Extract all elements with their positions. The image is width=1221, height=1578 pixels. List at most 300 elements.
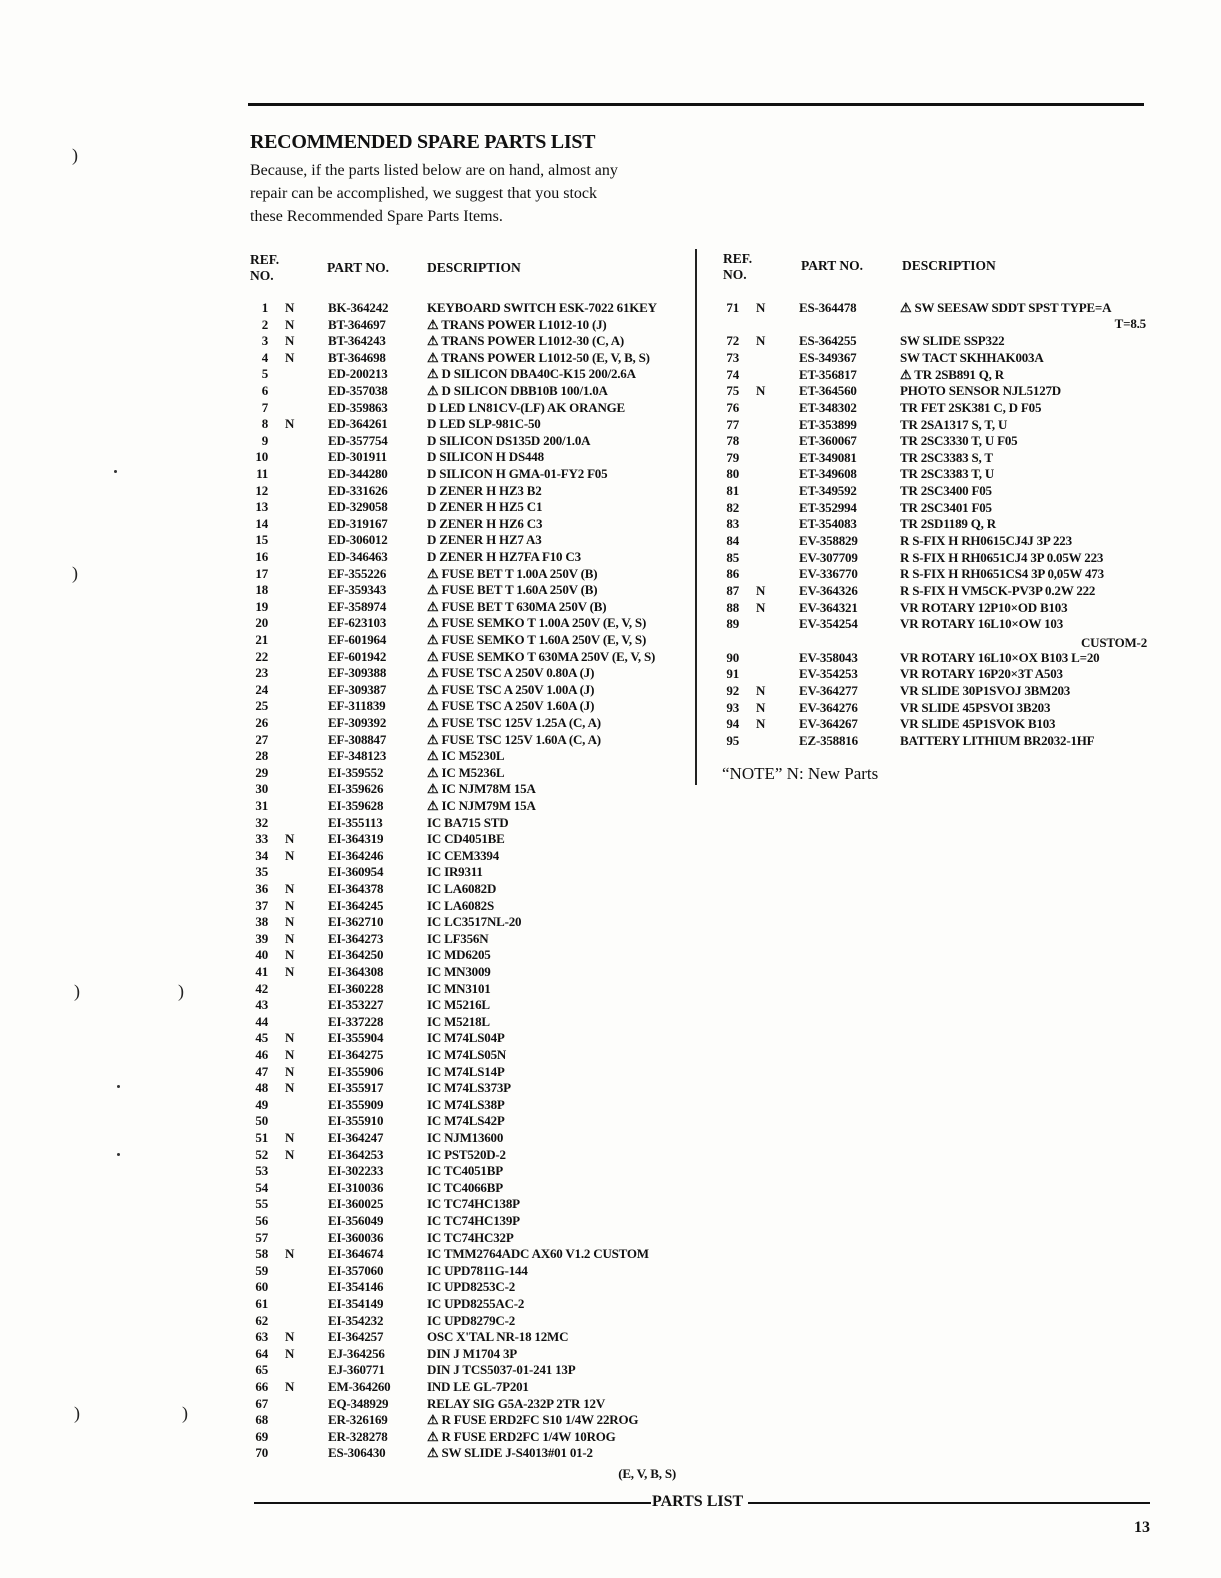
part-number: EV-358043 — [799, 649, 858, 665]
part-description: ⚠ R FUSE ERD2FC 1/4W 10ROG — [427, 1428, 616, 1444]
part-number: EF-309387 — [328, 681, 387, 697]
ref-number: 17 — [255, 565, 268, 581]
ref-number: 19 — [255, 598, 268, 614]
part-description: IC M74LS38P — [427, 1096, 505, 1112]
part-description: IC TC74HC138P — [427, 1196, 520, 1212]
part-number: EI-355113 — [328, 814, 383, 830]
part-number: EI-364246 — [328, 847, 384, 863]
ref-label: REF. — [723, 251, 753, 266]
new-part-flag: N — [756, 300, 766, 315]
part-description: ⚠ SW SLIDE J-S4013#01 01-2 — [427, 1445, 593, 1461]
scan-speck — [117, 1085, 120, 1088]
ref-number: 81 — [726, 483, 739, 499]
ref-number: 75 — [726, 383, 739, 399]
part-description: ⚠ TRANS POWER L1012-10 (J) — [427, 316, 607, 332]
scan-speck — [117, 1153, 120, 1156]
ref-number: 58 — [255, 1246, 268, 1262]
ref-number: 60 — [255, 1279, 268, 1295]
part-description: D ZENER H HZ3 B2 — [427, 482, 542, 498]
part-number: ET-360067 — [799, 433, 857, 449]
intro-line: these Recommended Spare Parts Items. — [250, 208, 503, 225]
ref-number: 4 — [261, 349, 268, 365]
ref-number: 3 — [261, 333, 268, 349]
part-description: R S-FIX H RH0651CS4 3P 0,05W 473 — [900, 566, 1104, 582]
ref-number: 47 — [255, 1063, 268, 1079]
ref-number: 56 — [255, 1213, 268, 1228]
new-part-flag: N — [285, 1030, 295, 1046]
part-number: ET-352994 — [799, 499, 857, 515]
part-description: IC BA715 STD — [427, 814, 509, 830]
part-description: RELAY SIG G5A-232P 2TR 12V — [427, 1395, 606, 1411]
part-description: IC M74LS04P — [427, 1030, 505, 1046]
new-part-flag: N — [285, 1345, 295, 1361]
new-part-flag: N — [285, 881, 295, 896]
part-number: EI-364250 — [328, 947, 384, 963]
row-70-continuation: (E, V, B, S) — [618, 1466, 676, 1481]
new-part-flag: N — [285, 333, 295, 349]
ref-number: 89 — [726, 616, 739, 632]
footer-label: PARTS LIST — [652, 1493, 744, 1510]
part-number: EF-601942 — [328, 648, 387, 664]
ref-number: 5 — [261, 366, 268, 382]
part-number: EI-364257 — [328, 1329, 384, 1345]
part-number: EM-364260 — [328, 1379, 391, 1394]
part-number: EI-364273 — [328, 930, 384, 946]
ref-number: 92 — [726, 682, 739, 698]
part-description: D ZENER H HZ7FA F10 C3 — [427, 549, 581, 564]
part-number: EF-623103 — [328, 615, 387, 631]
part-number: EV-354254 — [799, 616, 858, 632]
part-number: BT-364243 — [328, 333, 386, 349]
part-description: BATTERY LITHIUM BR2032-1HF — [900, 732, 1095, 748]
part-description: IC TC74HC139P — [427, 1213, 520, 1228]
part-number: ES-349367 — [799, 349, 857, 365]
part-description: TR 2SC3330 T, U F05 — [900, 433, 1018, 449]
part-description: OSC X'TAL NR-18 12MC — [427, 1329, 569, 1345]
part-description: IC M74LS14P — [427, 1063, 505, 1079]
part-number: BK-364242 — [328, 300, 389, 315]
ref-number: 84 — [726, 533, 739, 549]
footer-rule-left — [254, 1502, 651, 1504]
part-description: IC UPD8279C-2 — [427, 1312, 516, 1328]
ref-number: 66 — [255, 1379, 268, 1394]
ref-number: 65 — [255, 1362, 268, 1378]
new-part-flag: N — [285, 964, 295, 979]
ref-number: 59 — [255, 1262, 268, 1278]
part-description: TR FET 2SK381 C, D F05 — [900, 399, 1042, 415]
new-part-flag: N — [285, 831, 295, 847]
part-number: EI-356049 — [328, 1213, 384, 1228]
ref-number: 88 — [726, 599, 739, 615]
part-description: SW TACT SKHHAK003A — [900, 349, 1044, 365]
ref-number: 13 — [255, 499, 268, 515]
part-number: EI-364378 — [328, 881, 384, 896]
part-number: EV-364277 — [799, 682, 858, 698]
part-number: ET-353899 — [799, 416, 857, 432]
ref-number: 39 — [255, 930, 268, 946]
part-number: ED-346463 — [328, 549, 388, 564]
new-part-flag: N — [285, 1329, 295, 1345]
ref-number: 26 — [255, 715, 268, 730]
no-label: NO. — [723, 267, 747, 282]
part-number: ER-326169 — [328, 1412, 388, 1428]
part-description: ⚠ D SILICON DBB10B 100/1.0A — [427, 383, 608, 398]
intro-line: repair can be accomplished, we suggest that you stock — [250, 185, 597, 202]
ref-number: 70 — [255, 1445, 268, 1461]
ref-number: 94 — [726, 716, 739, 732]
part-description: ⚠ FUSE TSC 125V 1.60A (C, A) — [427, 731, 601, 747]
intro-line: Because, if the parts listed below are on hand, almost any — [250, 162, 618, 179]
new-part-flag: N — [756, 699, 766, 715]
part-number: EI-355910 — [328, 1113, 384, 1129]
ref-number: 23 — [255, 665, 268, 681]
part-number: EF-311839 — [328, 698, 386, 714]
ref-number: 12 — [255, 482, 268, 498]
part-description: IC M74LS42P — [427, 1113, 505, 1129]
new-part-flag: N — [756, 583, 766, 598]
part-number: EI-360228 — [328, 980, 384, 996]
part-number: ED-301911 — [328, 449, 387, 465]
new-parts-note: “NOTE” N: New Parts — [722, 764, 879, 783]
part-description: IC M5216L — [427, 997, 490, 1013]
new-part-flag: N — [756, 383, 766, 399]
part-number: ET-354083 — [799, 516, 857, 532]
part-number: EF-358974 — [328, 598, 387, 614]
ref-number: 77 — [726, 416, 739, 432]
ref-number: 63 — [255, 1329, 268, 1345]
part-description: D SILICON H DS448 — [427, 449, 544, 465]
part-number: EI-360954 — [328, 864, 384, 880]
part-description: ⚠ SW SEESAW SDDT SPST TYPE=A — [900, 300, 1112, 315]
part-description: IND LE GL-7P201 — [427, 1379, 529, 1394]
part-description: IC MN3009 — [427, 964, 491, 979]
new-part-flag: N — [285, 1130, 295, 1145]
ref-number: 41 — [255, 964, 268, 979]
ref-number: 34 — [255, 847, 268, 863]
part-number: EI-364319 — [328, 831, 384, 847]
part-number: EI-302233 — [328, 1163, 384, 1179]
new-part-flag: N — [285, 316, 295, 332]
part-number: ED-344280 — [328, 466, 388, 481]
ref-number: 49 — [255, 1096, 268, 1112]
part-description: IC IR9311 — [427, 864, 483, 880]
right-description-header: DESCRIPTION — [902, 258, 996, 273]
part-description: ⚠ FUSE SEMKO T 1.00A 250V (E, V, S) — [427, 615, 647, 631]
part-description: VR ROTARY 16L10×OX B103 L=20 — [900, 649, 1100, 665]
ref-number: 14 — [255, 515, 268, 531]
part-number: ED-329058 — [328, 499, 388, 515]
ref-number: 54 — [255, 1179, 268, 1195]
ref-number: 73 — [726, 349, 739, 365]
column-divider — [695, 249, 697, 785]
part-number: EI-359626 — [328, 781, 384, 797]
row-89-continuation: CUSTOM-2 — [1080, 635, 1147, 650]
part-description: R S-FIX H RH0651CJ4 3P 0.05W 223 — [900, 549, 1104, 565]
part-description: ⚠ IC M5230L — [427, 748, 505, 764]
part-number: EF-309392 — [328, 715, 387, 730]
part-number: EV-364321 — [799, 599, 858, 615]
part-number: ED-357038 — [328, 383, 388, 398]
ref-number: 69 — [255, 1428, 268, 1444]
new-part-flag: N — [285, 1146, 295, 1162]
part-number: EI-360025 — [328, 1196, 384, 1212]
ref-number: 7 — [261, 399, 268, 415]
part-number: EI-362710 — [328, 914, 384, 930]
part-description: IC MD6205 — [427, 947, 491, 963]
part-number: BT-364697 — [328, 316, 386, 332]
part-description: ⚠ FUSE BET T 1.00A 250V (B) — [427, 565, 598, 581]
ref-number: 31 — [255, 798, 268, 813]
ref-number: 83 — [726, 516, 739, 532]
ref-number: 52 — [255, 1146, 268, 1162]
part-description: IC M74LS373P — [427, 1080, 511, 1096]
ref-number: 6 — [261, 383, 268, 398]
part-number: EI-355917 — [328, 1080, 384, 1096]
ref-number: 37 — [255, 897, 268, 913]
right-partno-header: PART NO. — [801, 258, 864, 273]
ref-number: 28 — [255, 748, 268, 764]
ref-number: 85 — [726, 549, 739, 565]
part-number: EF-308847 — [328, 731, 387, 747]
part-description: VR SLIDE 45P1SVOK B103 — [900, 716, 1056, 732]
part-description: IC LA6082S — [427, 897, 494, 913]
part-description: R S-FIX H RH0615CJ4J 3P 223 — [900, 533, 1072, 549]
part-description: TR 2SC3383 T, U — [900, 466, 995, 482]
part-number: EI-310036 — [328, 1179, 384, 1195]
part-description: PHOTO SENSOR NJL5127D — [900, 383, 1061, 399]
ref-number: 43 — [255, 997, 268, 1013]
ref-number: 1 — [261, 300, 268, 315]
part-description: D ZENER H HZ7 A3 — [427, 532, 542, 548]
ref-number: 8 — [261, 416, 268, 432]
ref-number: 48 — [255, 1080, 268, 1096]
ref-label: REF. — [250, 252, 280, 267]
part-number: ED-357754 — [328, 432, 388, 448]
part-number: EI-355904 — [328, 1030, 384, 1046]
part-number: EI-355906 — [328, 1063, 384, 1079]
margin-mark: ) — [72, 563, 78, 583]
part-description: VR ROTARY 16L10×OW 103 — [900, 616, 1064, 632]
part-description: TR 2SA1317 S, T, U — [900, 416, 1008, 432]
ref-number: 46 — [255, 1047, 268, 1062]
ref-number: 44 — [255, 1013, 268, 1029]
ref-number: 27 — [255, 731, 268, 747]
ref-number: 53 — [255, 1163, 268, 1179]
ref-number: 95 — [726, 732, 739, 748]
ref-number: 51 — [255, 1130, 268, 1145]
new-part-flag: N — [285, 1080, 295, 1096]
part-number: EI-360036 — [328, 1229, 384, 1245]
part-number: EJ-360771 — [328, 1362, 385, 1378]
part-number: ES-364255 — [799, 333, 857, 349]
part-description: VR ROTARY 16P20×3T A503 — [900, 666, 1063, 682]
new-part-flag: N — [285, 1047, 295, 1062]
ref-number: 29 — [255, 764, 268, 780]
part-description: TR 2SD1189 Q, R — [900, 516, 996, 532]
part-number: ED-319167 — [328, 515, 388, 531]
part-number: EF-355226 — [328, 565, 387, 581]
part-number: ED-306012 — [328, 532, 388, 548]
part-description: IC CEM3394 — [427, 847, 500, 863]
part-number: EF-309388 — [328, 665, 387, 681]
part-number: EV-364276 — [799, 699, 858, 715]
part-description: IC M5218L — [427, 1013, 490, 1029]
part-description: ⚠ D SILICON DBA40C-K15 200/2.6A — [427, 366, 636, 382]
part-description: KEYBOARD SWITCH ESK-7022 61KEY — [427, 300, 657, 315]
part-description: VR SLIDE 45PSVOI 3B203 — [900, 699, 1051, 715]
part-number: EV-364326 — [799, 583, 858, 598]
part-number: ED-364261 — [328, 416, 388, 432]
part-description: ⚠ FUSE TSC A 250V 1.60A (J) — [427, 698, 595, 714]
margin-mark: ) — [74, 1403, 80, 1423]
new-part-flag: N — [756, 716, 766, 732]
part-description: ⚠ TR 2SB891 Q, R — [900, 366, 1004, 382]
part-description: ⚠ FUSE TSC A 250V 0.80A (J) — [427, 665, 595, 681]
right-ref-header — [723, 251, 752, 283]
part-description: IC NJM13600 — [427, 1130, 504, 1145]
part-number: EI-359552 — [328, 764, 384, 780]
part-number: EV-358829 — [799, 533, 858, 549]
part-description: ⚠ FUSE TSC 125V 1.25A (C, A) — [427, 715, 601, 730]
part-number: EI-354149 — [328, 1296, 384, 1311]
part-description: IC M74LS05N — [427, 1047, 507, 1062]
ref-number: 40 — [255, 947, 268, 963]
ref-number: 76 — [726, 399, 739, 415]
margin-mark: ) — [182, 1403, 188, 1423]
part-description: ⚠ IC M5236L — [427, 764, 505, 780]
part-description: TR 2SC3383 S, T — [900, 449, 993, 465]
part-description: IC UPD7811G-144 — [427, 1262, 528, 1278]
left-ref-header — [250, 252, 279, 284]
intro-text — [250, 159, 690, 228]
part-description: IC TC4066BP — [427, 1179, 503, 1195]
part-number: EI-355909 — [328, 1096, 384, 1112]
margin-mark: ) — [74, 981, 80, 1001]
part-description: D ZENER H HZ6 C3 — [427, 515, 543, 531]
new-part-flag: N — [756, 333, 766, 349]
ref-number: 33 — [255, 831, 268, 847]
ref-number: 57 — [255, 1229, 268, 1245]
ref-number: 42 — [255, 980, 268, 996]
part-number: EI-364308 — [328, 964, 384, 979]
new-part-flag: N — [285, 1246, 295, 1262]
page-number: 13 — [1134, 1519, 1150, 1536]
part-description: D LED SLP-981C-50 — [427, 416, 541, 432]
part-description: IC TMM2764ADC AX60 V1.2 CUSTOM — [427, 1246, 649, 1262]
part-description: ⚠ R FUSE ERD2FC S10 1/4W 22ROG — [427, 1412, 639, 1428]
part-description: D ZENER H HZ5 C1 — [427, 499, 543, 515]
part-number: ET-356817 — [799, 366, 857, 382]
new-part-flag: N — [756, 682, 766, 698]
part-description: D SILICON H GMA-01-FY2 F05 — [427, 466, 608, 481]
part-number: ET-364560 — [799, 383, 857, 399]
part-description: ⚠ TRANS POWER L1012-30 (C, A) — [427, 333, 625, 349]
part-number: EI-354232 — [328, 1312, 384, 1328]
part-description: IC PST520D-2 — [427, 1146, 506, 1162]
part-number: ES-306430 — [328, 1445, 386, 1461]
new-part-flag: N — [285, 349, 295, 365]
ref-number: 72 — [726, 333, 739, 349]
part-description: DIN J M1704 3P — [427, 1345, 517, 1361]
part-number: ES-364478 — [799, 300, 857, 315]
part-description: IC LF356N — [427, 930, 489, 946]
ref-number: 9 — [261, 432, 268, 448]
part-number: EI-364247 — [328, 1130, 384, 1145]
ref-number: 61 — [255, 1296, 268, 1311]
part-number: ED-200213 — [328, 366, 388, 382]
ref-number: 91 — [726, 666, 739, 682]
part-description: ⚠ IC NJM78M 15A — [427, 781, 536, 797]
part-description: IC UPD8253C-2 — [427, 1279, 516, 1295]
new-part-flag: N — [285, 1063, 295, 1079]
ref-number: 36 — [255, 881, 268, 896]
ref-number: 86 — [726, 566, 739, 582]
part-number: EI-357060 — [328, 1262, 384, 1278]
ref-number: 30 — [255, 781, 268, 797]
part-number: EV-336770 — [799, 566, 858, 582]
part-description: ⚠ IC NJM79M 15A — [427, 798, 536, 813]
part-number: EI-364245 — [328, 897, 384, 913]
ref-number: 93 — [726, 699, 739, 715]
ref-number: 71 — [726, 300, 739, 315]
part-description: ⚠ FUSE SEMKO T 630MA 250V (E, V, S) — [427, 648, 656, 664]
part-number: ET-349592 — [799, 483, 857, 499]
scan-speck — [114, 470, 117, 473]
part-number: EV-307709 — [799, 549, 858, 565]
part-number: EI-364275 — [328, 1047, 384, 1062]
part-number: EF-601964 — [328, 632, 387, 647]
part-description: D LED LN81CV-(LF) AK ORANGE — [427, 399, 626, 415]
part-number: ET-349608 — [799, 466, 857, 482]
ref-number: 10 — [255, 449, 268, 465]
part-number: EJ-364256 — [328, 1345, 385, 1361]
part-number: EI-354146 — [328, 1279, 384, 1295]
ref-number: 87 — [726, 583, 739, 598]
part-description: ⚠ FUSE TSC A 250V 1.00A (J) — [427, 681, 595, 697]
new-part-flag: N — [285, 300, 295, 315]
ref-number: 25 — [255, 698, 268, 714]
ref-number: 21 — [255, 632, 268, 647]
part-description: IC UPD8255AC-2 — [427, 1296, 525, 1311]
part-number: EI-359628 — [328, 798, 384, 813]
part-description: R S-FIX H VM5CK-PV3P 0.2W 222 — [900, 583, 1096, 598]
ref-number: 11 — [256, 466, 268, 481]
part-description: ⚠ FUSE BET T 630MA 250V (B) — [427, 598, 607, 614]
part-description: VR ROTARY 12P10×OD B103 — [900, 599, 1068, 615]
new-part-flag: N — [285, 930, 295, 946]
new-part-flag: N — [285, 947, 295, 963]
page-title: RECOMMENDED SPARE PARTS LIST — [250, 131, 596, 153]
ref-number: 64 — [255, 1345, 268, 1361]
new-part-flag: N — [285, 416, 295, 432]
new-part-flag: N — [285, 897, 295, 913]
ref-number: 15 — [255, 532, 268, 548]
part-number: EV-364267 — [799, 716, 858, 732]
ref-number: 16 — [255, 549, 268, 564]
ref-number: 45 — [255, 1030, 268, 1046]
part-number: EF-359343 — [328, 582, 387, 598]
ref-number: 67 — [255, 1395, 268, 1411]
ref-number: 74 — [726, 366, 739, 382]
part-description: ⚠ FUSE SEMKO T 1.60A 250V (E, V, S) — [427, 632, 647, 647]
left-partno-header: PART NO. — [327, 260, 390, 275]
top-rule — [248, 103, 1144, 106]
new-part-flag: N — [285, 1379, 295, 1394]
part-description: DIN J TCS5037-01-241 13P — [427, 1362, 576, 1378]
part-description: D SILICON DS135D 200/1.0A — [427, 432, 591, 448]
left-description-header: DESCRIPTION — [427, 260, 521, 275]
part-description: ⚠ TRANS POWER L1012-50 (E, V, B, S) — [427, 349, 650, 365]
